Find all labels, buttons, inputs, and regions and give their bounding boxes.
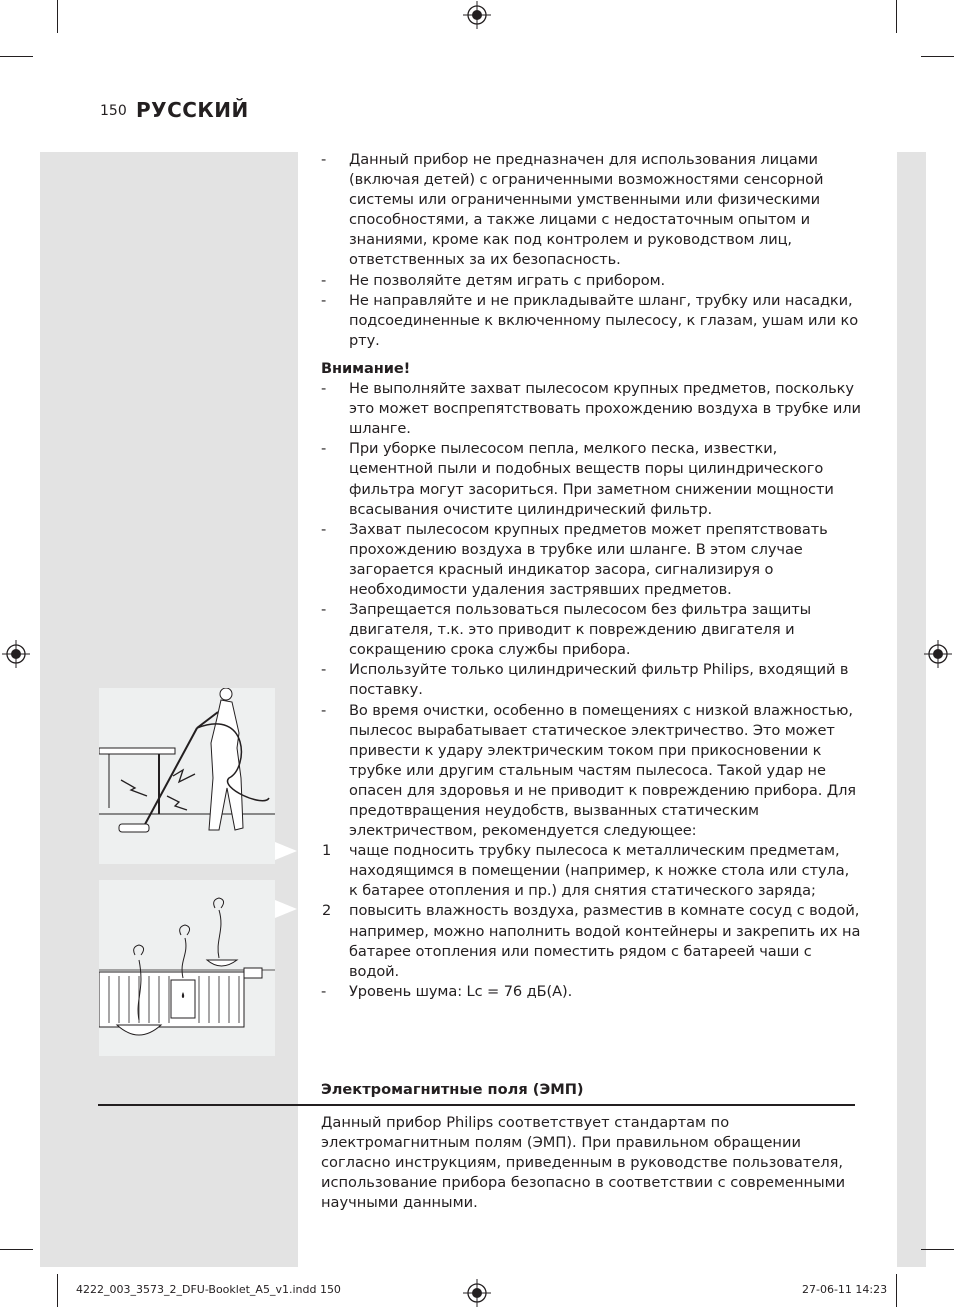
list-item-text: Данный прибор не предназначен для использования лицами (включая детей) с ограниченными возможностями сенсорной системы или ограниченными умственными или физическими способностями, а также лицами с недостаточным опытом и знаниями, кроме как под контролем и руководством лиц, ответственных за их безопасность. bbox=[349, 151, 824, 269]
page-number: 150 bbox=[100, 103, 127, 119]
list-item bbox=[321, 982, 861, 1002]
crop-mark bbox=[57, 1274, 58, 1307]
numbered-item bbox=[321, 841, 861, 901]
crop-mark bbox=[0, 56, 33, 57]
crop-mark bbox=[921, 1249, 954, 1250]
list-item bbox=[321, 520, 861, 600]
crop-mark bbox=[921, 56, 954, 57]
bullet-marker: - bbox=[321, 661, 327, 679]
registration-mark-icon bbox=[2, 640, 30, 668]
section-divider bbox=[98, 1104, 855, 1106]
footer-filename: 4222_003_3573_2_DFU-Booklet_A5_v1.indd 150 bbox=[76, 1283, 341, 1296]
bullet-marker: - bbox=[321, 291, 327, 309]
list-item-text: Запрещается пользоваться пылесосом без фильтра защиты двигателя, т.к. это приводит к повреждению двигателя и сокращению срока службы прибора. bbox=[349, 601, 812, 659]
crop-mark bbox=[0, 1249, 33, 1250]
list-item-text: Захват пылесосом крупных предметов может препятствовать прохождению воздуха в трубке или шланге. В этом случае загорается красный индикатор засора, сигнализируя о необходимости удаления застрявших предметов. bbox=[349, 520, 828, 598]
list-item bbox=[321, 660, 861, 700]
right-margin-band bbox=[897, 152, 926, 1267]
list-item-text: чаще подносить трубку пылесоса к металлическим предметам, находящимся в помещении (например, к ножке стола или стула, к батарее отопления и пр.) для снятия статического заряда; bbox=[349, 842, 850, 900]
list-item bbox=[321, 439, 861, 519]
list-item bbox=[321, 271, 861, 291]
illustration-pointer bbox=[275, 842, 297, 860]
list-item-text: Не выполняйте захват пылесосом крупных предметов, поскольку это может воспрепятствовать прохождению воздуха в трубке или шланге. bbox=[349, 380, 861, 438]
registration-mark-icon bbox=[463, 1279, 491, 1307]
vacuum-static-illustration bbox=[99, 688, 275, 864]
bullet-marker: - bbox=[321, 601, 327, 619]
section-title: Электромагнитные поля (ЭМП) bbox=[321, 1081, 584, 1098]
section-paragraph: Данный прибор Philips соответствует стандартам по электромагнитным полям (ЭМП). При правильном обращении согласно инструкциям, приведенным в руководстве пользователя, использование прибора безопасно в соответствии с современными научными данными. bbox=[321, 1114, 846, 1212]
crop-mark bbox=[896, 0, 897, 33]
list-item bbox=[321, 701, 861, 842]
footer-date: 27-06-11 14:23 bbox=[802, 1283, 888, 1296]
registration-mark-icon bbox=[463, 1, 491, 29]
bullet-marker: - bbox=[321, 520, 327, 538]
list-item-text: Уровень шума: Lc = 76 дБ(A). bbox=[349, 982, 573, 1000]
registration-mark-icon bbox=[924, 640, 952, 668]
bullet-marker: - bbox=[321, 440, 327, 458]
bullet-marker: - bbox=[321, 982, 327, 1000]
bullet-marker: - bbox=[321, 380, 327, 398]
list-item-text: Используйте только цилиндрический фильтр Philips, входящий в поставку. bbox=[349, 661, 849, 699]
bullet-marker: - bbox=[321, 151, 327, 168]
crop-mark bbox=[896, 1274, 897, 1307]
main-text-column bbox=[321, 150, 861, 1002]
list-item-text: Не позволяйте детям играть с прибором. bbox=[349, 271, 666, 289]
list-item bbox=[321, 150, 861, 271]
language-title: РУССКИЙ bbox=[136, 98, 249, 122]
list-item-text: Не направляйте и не прикладывайте шланг, трубку или насадки, подсоединенные к включенному пылесосу, к глазам, ушам или ко рту. bbox=[349, 291, 859, 349]
list-item-text: При уборке пылесосом пепла, мелкого песка, известки, цементной пыли и подобных веществ поры цилиндрического фильтра могут засориться. При заметном снижении мощности всасывания очистите цилиндрический фильтр. bbox=[349, 440, 834, 518]
bullet-marker: - bbox=[321, 701, 327, 719]
radiator-humidifier-illustration bbox=[99, 880, 275, 1056]
list-item-text: повысить влажность воздуха, разместив в комнате сосуд с водой, например, можно наполнить водой контейнеры и закрепить их на батарее отопления или поместить рядом с батареей чаши с водой. bbox=[349, 902, 861, 980]
bullet-marker: - bbox=[321, 271, 327, 289]
list-item bbox=[321, 291, 861, 351]
list-item bbox=[321, 379, 861, 439]
list-item-text: Во время очистки, особенно в помещениях с низкой влажностью, пылесос вырабатывает статическое электричество. Это может привести к удару электрическим током при прикосновении к трубке или другим стальным частям пылесоса. Такой удар не опасен для здоровья и не приводит к повреждению прибора. Для предотвращения неудобств, вызванных статическим электричеством, рекомендуется следующее: bbox=[349, 701, 856, 840]
illustration-pointer bbox=[275, 900, 297, 918]
item-number: 2 bbox=[322, 902, 332, 920]
item-number: 1 bbox=[322, 842, 332, 860]
caution-heading: Внимание! bbox=[321, 359, 411, 377]
numbered-item bbox=[321, 901, 861, 981]
crop-mark bbox=[57, 0, 58, 33]
list-item bbox=[321, 600, 861, 660]
